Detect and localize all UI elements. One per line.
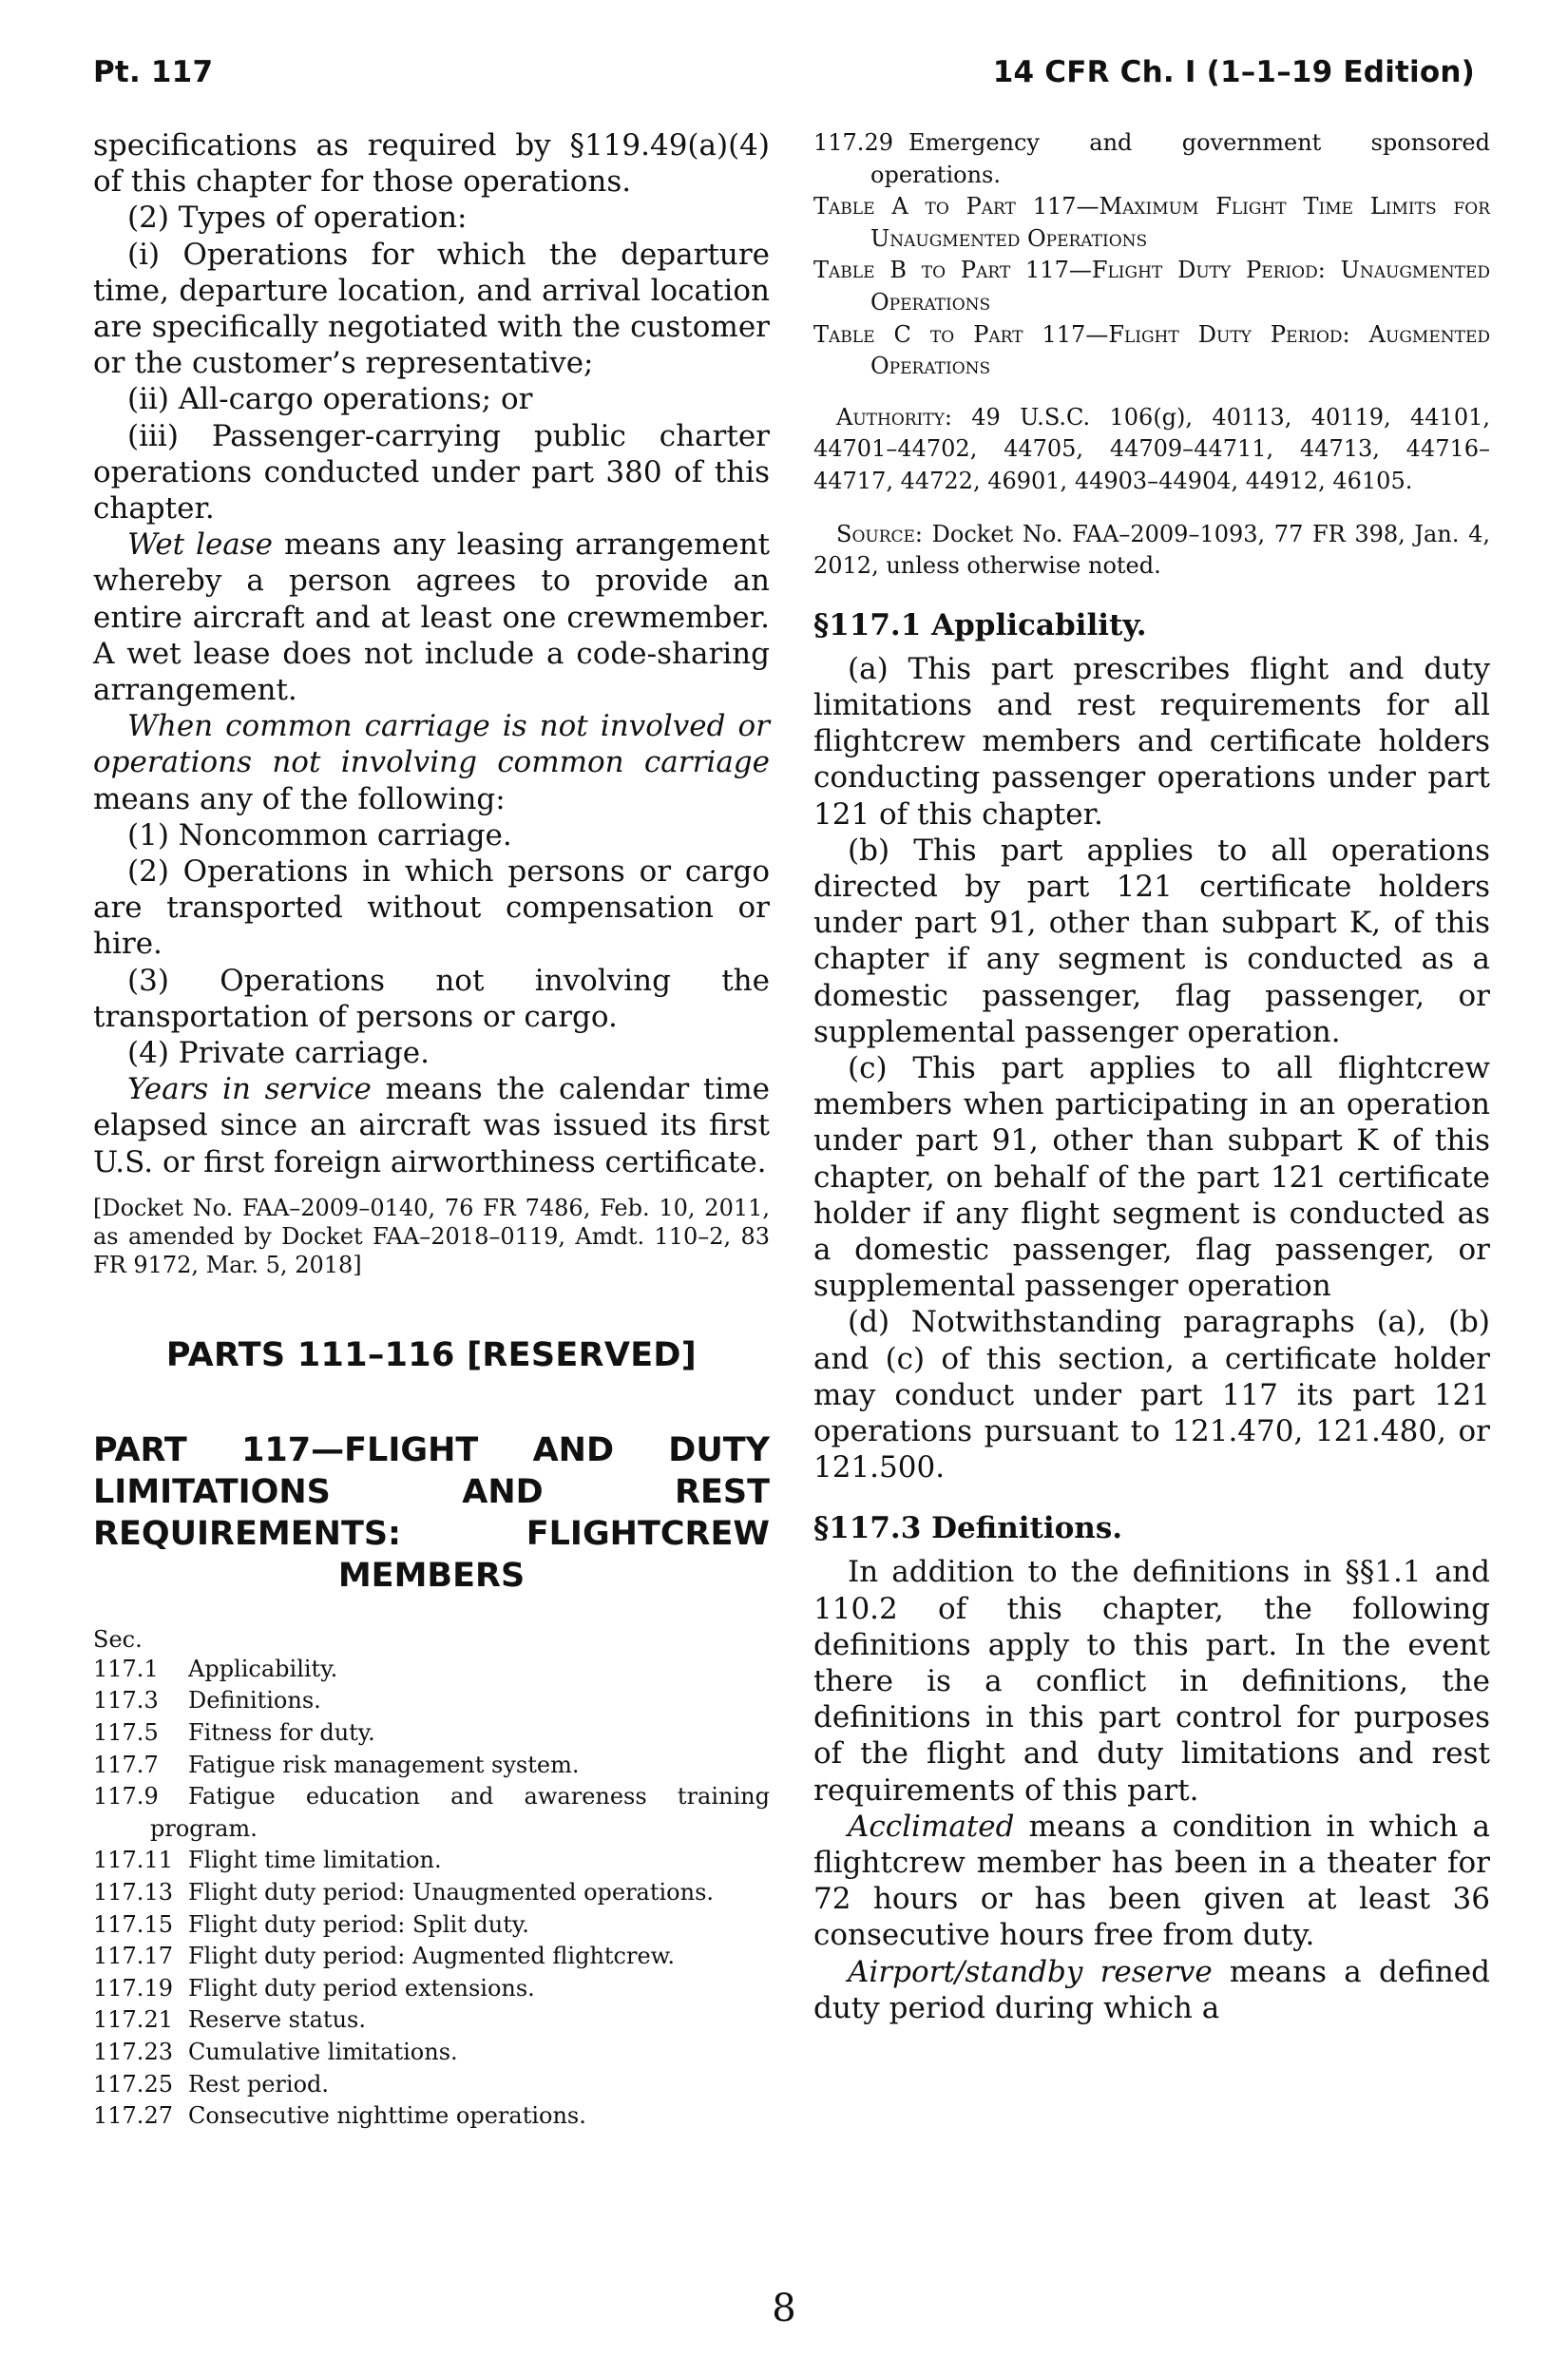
source-note [813,519,1490,583]
paragraph-117-1-c: (c) This part applies to all flightcrew members when participating in an operation under part 91, other than subpart K of this chapter, on behalf of the part 121 certificate holder if any flight segment is conducted as a domestic passenger, flag passenger, or supplemental passenger operation [813,1050,1490,1304]
toc-item-number: 117.19 [93,1974,173,2002]
toc-item-number: 117.27 [93,2102,173,2130]
term-wet-lease: Wet lease [127,527,274,563]
running-header [93,55,1475,93]
paragraph-117-1-b: (b) This part applies to all operations directed by part 121 certificate holders under part 91, other than subpart K, of this chapter if any segment is conducted as a domestic passenger, flag passenger, or supplemental passenger operation. [813,833,1490,1049]
term-airport-standby-reserve: Airport/standby reserve [848,1954,1213,1989]
toc-item-title: Definitions. [188,1687,321,1715]
toc-item-number: 117.29 [813,129,893,156]
toc-item-title: Emergency and government sponsored operations. [870,129,1490,188]
toc-item [93,1750,770,1782]
table-of-contents [93,1654,770,2133]
toc-item-title: Flight duty period: Unaugmented operations. [188,1879,715,1907]
source-label: Source: [836,520,924,547]
toc-item [93,1941,770,1973]
parts-reserved-heading: PARTS 111–116 [RESERVED] [165,1335,698,1374]
definition-acclimated-text: means a condition in which a flightcrew member has been in a theater for 72 hours or has been given at least 36 consecutive hours free from duty. [813,1809,1490,1953]
toc-item-title: Fitness for duty. [188,1719,375,1747]
toc-item-title: Reserve status. [188,2006,366,2034]
toc-item-title: Rest period. [188,2070,330,2098]
toc-item-number: 117.5 [93,1719,159,1747]
table-of-contents-continued [813,127,1490,191]
definition-common-carriage-text: means any of the following: [93,781,506,816]
toc-item [93,2004,770,2037]
toc-item-title: Applicability. [188,1655,338,1682]
toc-item-title: Flight duty period extensions. [188,1974,535,2002]
definition-common-carriage [93,708,770,817]
term-years-in-service: Years in service [127,1072,372,1107]
toc-item-number: 117.25 [93,2070,173,2098]
paragraph-cc-1: (1) Noncommon carriage. [127,817,512,853]
paragraph-types-iii: (iii) Passenger-carrying public charter operations conducted under part 380 of this chapter. [93,418,770,527]
paragraph-117-3-intro: In addition to the definitions in §§1.1 and 110.2 of this chapter, the following definitions apply to this part. In the event there is a conflict in definitions, the definitions in this part control for purposes of the flight and duty limitations and rest requirements of this part. [813,1555,1490,1808]
toc-item-title: Fatigue risk management system. [188,1751,580,1778]
toc-item-number: 117.21 [93,2006,173,2034]
docket-citation: [Docket No. FAA–2009–0140, 76 FR 7486, Feb. 10, 2011, as amended by Docket FAA–2018–0119, Amdt. 110–2, 83 FR 9172, Mar. 5, 2018] [93,1194,770,1278]
toc-item-title: Fatigue education and awareness training program. [150,1783,770,1842]
paragraph-117-1-a: (a) This part prescribes flight and duty limitations and rest requirements for all flightcrew members and certificate holders conducting passenger operations under part 121 of this chapter. [813,651,1490,832]
part-117-heading: PART 117—FLIGHT AND DUTY LIMITATIONS AND REST REQUIREMENTS: FLIGHTCREW MEMBERS [93,1430,770,1595]
toc-item [93,2069,770,2101]
right-column [813,127,1490,2026]
paragraph-types-ii: (ii) All-cargo operations; or [127,382,533,417]
toc-item-number: 117.9 [93,1783,159,1811]
toc-item-title: Flight duty period: Augmented flightcrew. [188,1943,675,1970]
toc-item-number: 117.1 [93,1655,159,1682]
toc-item-title: Consecutive nighttime operations. [188,2102,586,2130]
definition-years-in-service [93,1071,770,1180]
toc-item [93,1973,770,2005]
header-edition-label: 14 CFR Ch. I (1–1–19 Edition) [992,55,1475,89]
definition-acclimated [813,1809,1490,1954]
paragraph-cc-4: (4) Private carriage. [127,1036,430,1071]
paragraph-types-i: (i) Operations for which the departure time, departure location, and arrival location are specifically negotiated with the customer or the customer’s representative; [93,237,770,381]
authority-note [813,402,1490,498]
toc-item-number: 117.17 [93,1943,173,1970]
toc-item-number: 117.15 [93,1910,173,1938]
header-part-label: Pt. 117 [93,55,214,89]
toc-item-title: Cumulative limitations. [188,2039,458,2066]
definition-wet-lease [93,527,770,708]
paragraph-cc-2: (2) Operations in which persons or cargo are transported without compensation or hire. [93,854,770,962]
term-acclimated: Acclimated [848,1809,1015,1844]
paragraph-cc-3: (3) Operations not involving the transportation of persons or cargo. [93,963,770,1034]
toc-item [93,1654,770,1686]
toc-item-number: 117.11 [93,1847,173,1874]
toc-item [93,1781,770,1845]
toc-item [93,2100,770,2133]
toc-item-title: Flight time limitation. [188,1847,442,1874]
source-text: Docket No. FAA–2009–1093, 77 FR 398, Jan. 4, 2012, unless otherwise noted. [813,520,1490,580]
definition-years-in-service-text: means the calendar time elapsed since an aircraft was issued its first U.S. or first foreign airworthiness certificate. [93,1072,771,1179]
toc-item [813,127,1490,191]
toc-item-number: 117.7 [93,1751,159,1778]
paragraph-types-of-operation: (2) Types of operation: [127,201,468,236]
toc-table-b: Table B to Part 117—Flight Duty Period: Unaugmented Operations [813,257,1490,316]
toc-item-number: 117.3 [93,1687,159,1715]
definition-airport-standby-reserve [813,1954,1490,2026]
section-117-3-heading: §117.3 Definitions. [813,1511,1123,1546]
toc-item [93,1877,770,1909]
toc-table-c: Table C to Part 117—Flight Duty Period: Augmented Operations [813,320,1490,380]
toc-item [93,1685,770,1717]
term-common-carriage: When common carriage is not involved or operations not involving common carriage [93,709,770,780]
toc-item [93,1845,770,1877]
paragraph-117-1-d: (d) Notwithstanding paragraphs (a), (b) and (c) of this section, a certificate holder may conduct under part 117 its part 121 operations pursuant to 121.470, 121.480, or 121.500. [813,1305,1490,1485]
toc-item [93,1909,770,1942]
toc-table-a: Table A to Part 117—Maximum Flight Time Limits for Unaugmented Operations [813,193,1490,252]
paragraph-specifications: specifications as required by §119.49(a)(4) of this chapter for those operations. [93,128,770,200]
toc-item-number: 117.13 [93,1879,173,1907]
toc-item-title: Flight duty period: Split duty. [188,1910,529,1938]
toc-item-number: 117.23 [93,2039,173,2066]
left-column [93,127,770,2133]
toc-item [93,2037,770,2069]
definition-airport-standby-reserve-text: means a defined duty period during which a [813,1954,1490,2025]
authority-text: 49 U.S.C. 106(g), 40113, 40119, 44101, 44701–44702, 44705, 44709–44711, 44713, 44716–44717, 44722, 46901, 44903–44904, 44912, 46105. [813,403,1490,494]
toc-item [93,1717,770,1750]
page-number: 8 [772,2287,796,2330]
definition-wet-lease-text: means any leasing arrangement whereby a person agrees to provide an entire aircraft and at least one crewmember. A wet lease does not include a code-sharing arrangement. [93,527,770,708]
authority-label: Authority: [836,403,952,431]
section-117-1-heading: §117.1 Applicability. [813,607,1147,642]
section-list-label: Sec. [93,1625,143,1653]
